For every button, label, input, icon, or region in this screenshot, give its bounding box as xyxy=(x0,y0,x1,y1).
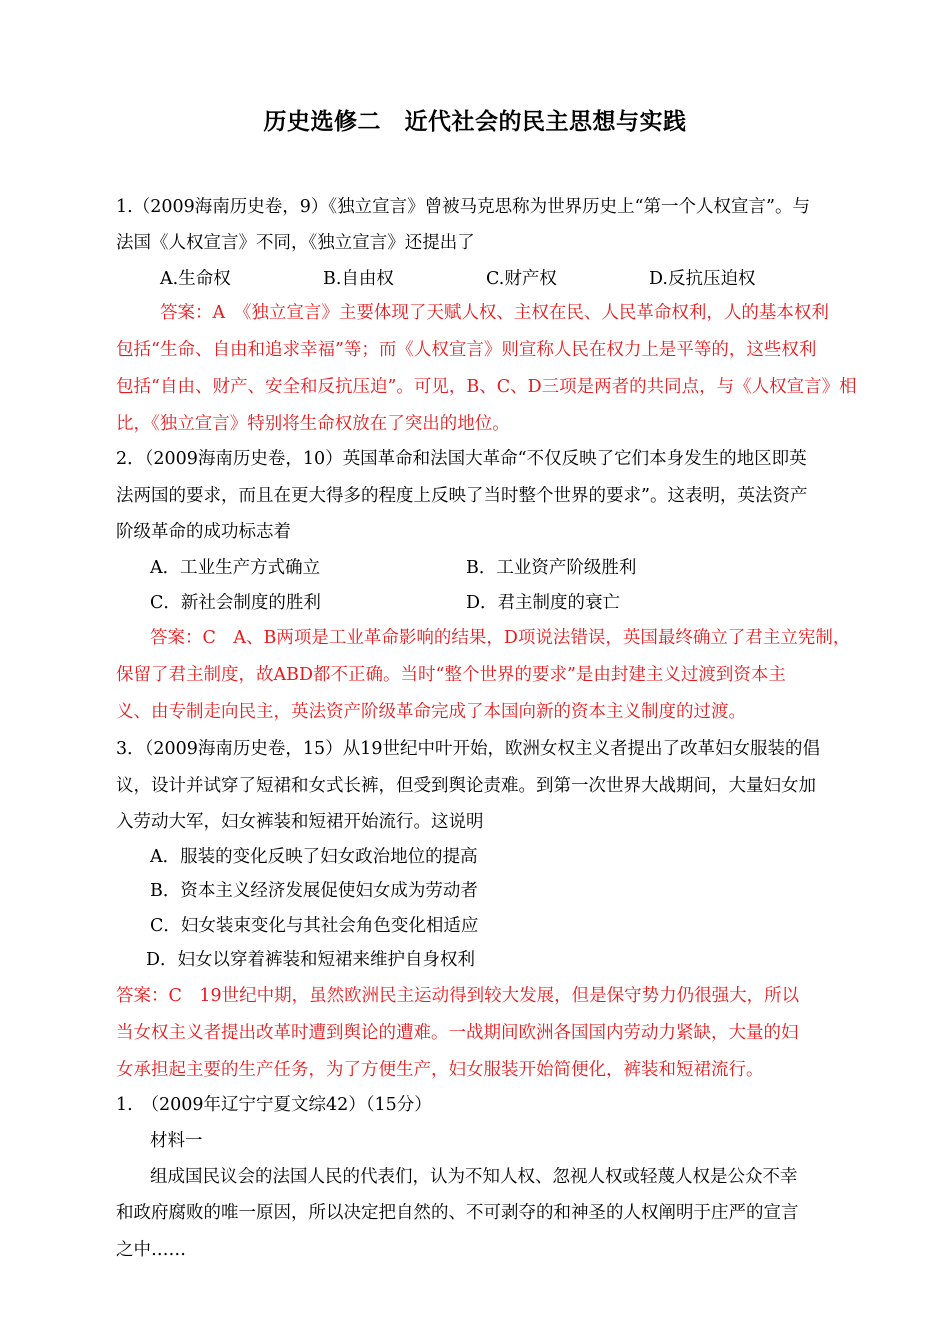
q2-stem-line-2: 法两国的要求，而且在更大得多的程度上反映了当时整个世界的要求”。这表明，英法资产 xyxy=(116,486,808,506)
q4-material-line-3: 之中…… xyxy=(116,1240,186,1260)
q1-answer-line-3: 包括“自由、财产、安全和反抗压迫”。可见，B、C、D三项是两者的共同点，与《人权宣言》相 xyxy=(116,377,857,397)
q1-answer-line-1: 答案：A 《独立宣言》主要体现了天赋人权、主权在民、人民革命权利，人的基本权利 xyxy=(160,303,829,323)
q2-answer-line-3: 义、由专制走向民主，英法资产阶级革命完成了本国向新的资本主义制度的过渡。 xyxy=(116,702,746,722)
q3-option-b: B．资本主义经济发展促使妇女成为劳动者 xyxy=(150,881,478,901)
q2-answer-line-2: 保留了君主制度，故ABD都不正确。当时“整个世界的要求”是由封建主义过渡到资本主 xyxy=(116,665,786,685)
q1-option-a: A.生命权 xyxy=(160,269,231,289)
q4-material-line-1: 组成国民议会的法国人民的代表们，认为不知人权、忽视人权或轻蔑人权是公众不幸 xyxy=(150,1167,798,1187)
q3-answer-line-1: 答案：C 19世纪中期，虽然欧洲民主运动得到较大发展，但是保守势力仍很强大，所以 xyxy=(116,986,800,1006)
q3-option-c: C．妇女装束变化与其社会角色变化相适应 xyxy=(150,916,479,936)
q1-option-d: D.反抗压迫权 xyxy=(649,269,756,289)
q4-material-label: 材料一 xyxy=(150,1131,203,1151)
q1-stem-line-2: 法国《人权宣言》不同，《独立宣言》还提出了 xyxy=(116,233,475,253)
q2-option-d: D．君主制度的衰亡 xyxy=(466,593,621,613)
q1-answer-line-2: 包括“生命、自由和追求幸福”等；而《人权宣言》则宣称人民在权力上是平等的，这些权利 xyxy=(116,340,817,360)
q3-answer-line-2: 当女权主义者提出改革时遭到舆论的遭难。一战期间欧洲各国国内劳动力紧缺，大量的妇 xyxy=(116,1023,799,1043)
q2-option-a: A．工业生产方式确立 xyxy=(150,558,321,578)
q1-answer-line-4: 比，《独立宣言》特别将生命权放在了突出的地位。 xyxy=(116,414,510,434)
q2-stem-line-1: 2．（2009海南历史卷，10）英国革命和法国大革命“不仅反映了它们本身发生的地区即英 xyxy=(116,449,807,469)
q2-answer-line-1: 答案：C A、B两项是工业革命影响的结果，D项说法错误，英国最终确立了君主立宪制， xyxy=(150,628,851,648)
q3-stem-line-1: 3．（2009海南历史卷，15）从19世纪中叶开始，欧洲女权主义者提出了改革妇女服装的倡 xyxy=(116,739,820,759)
q3-answer-line-3: 女承担起主要的生产任务，为了方便生产，妇女服装开始简便化，裤装和短裙流行。 xyxy=(116,1060,764,1080)
q3-option-a: A．服装的变化反映了妇女政治地位的提高 xyxy=(150,847,478,867)
q1-option-c: C.财产权 xyxy=(486,269,557,289)
q3-stem-line-3: 入劳动大军，妇女裤装和短裙开始流行。这说明 xyxy=(116,812,484,832)
q4-heading: 1. （2009年辽宁宁夏文综42）（15分） xyxy=(116,1095,432,1115)
q2-stem-line-3: 阶级革命的成功标志着 xyxy=(116,522,291,542)
q3-option-d: D．妇女以穿着裤装和短裙来维护自身权利 xyxy=(146,950,476,970)
q4-material-line-2: 和政府腐败的唯一原因，所以决定把自然的、不可剥夺的和神圣的人权阐明于庄严的宣言 xyxy=(116,1203,799,1223)
q1-option-b: B.自由权 xyxy=(323,269,394,289)
q2-option-b: B．工业资产阶级胜利 xyxy=(466,558,637,578)
q1-stem-line-1: 1.（2009海南历史卷，9）《独立宣言》曾被马克思称为世界历史上“第一个人权宣言”。与 xyxy=(116,197,811,217)
q2-option-c: C．新社会制度的胜利 xyxy=(150,593,321,613)
q3-stem-line-2: 议，设计并试穿了短裙和女式长裤，但受到舆论责难。到第一次世界大战期间，大量妇女加 xyxy=(116,776,816,796)
page-title: 历史选修二 近代社会的民主思想与实践 xyxy=(263,109,687,135)
